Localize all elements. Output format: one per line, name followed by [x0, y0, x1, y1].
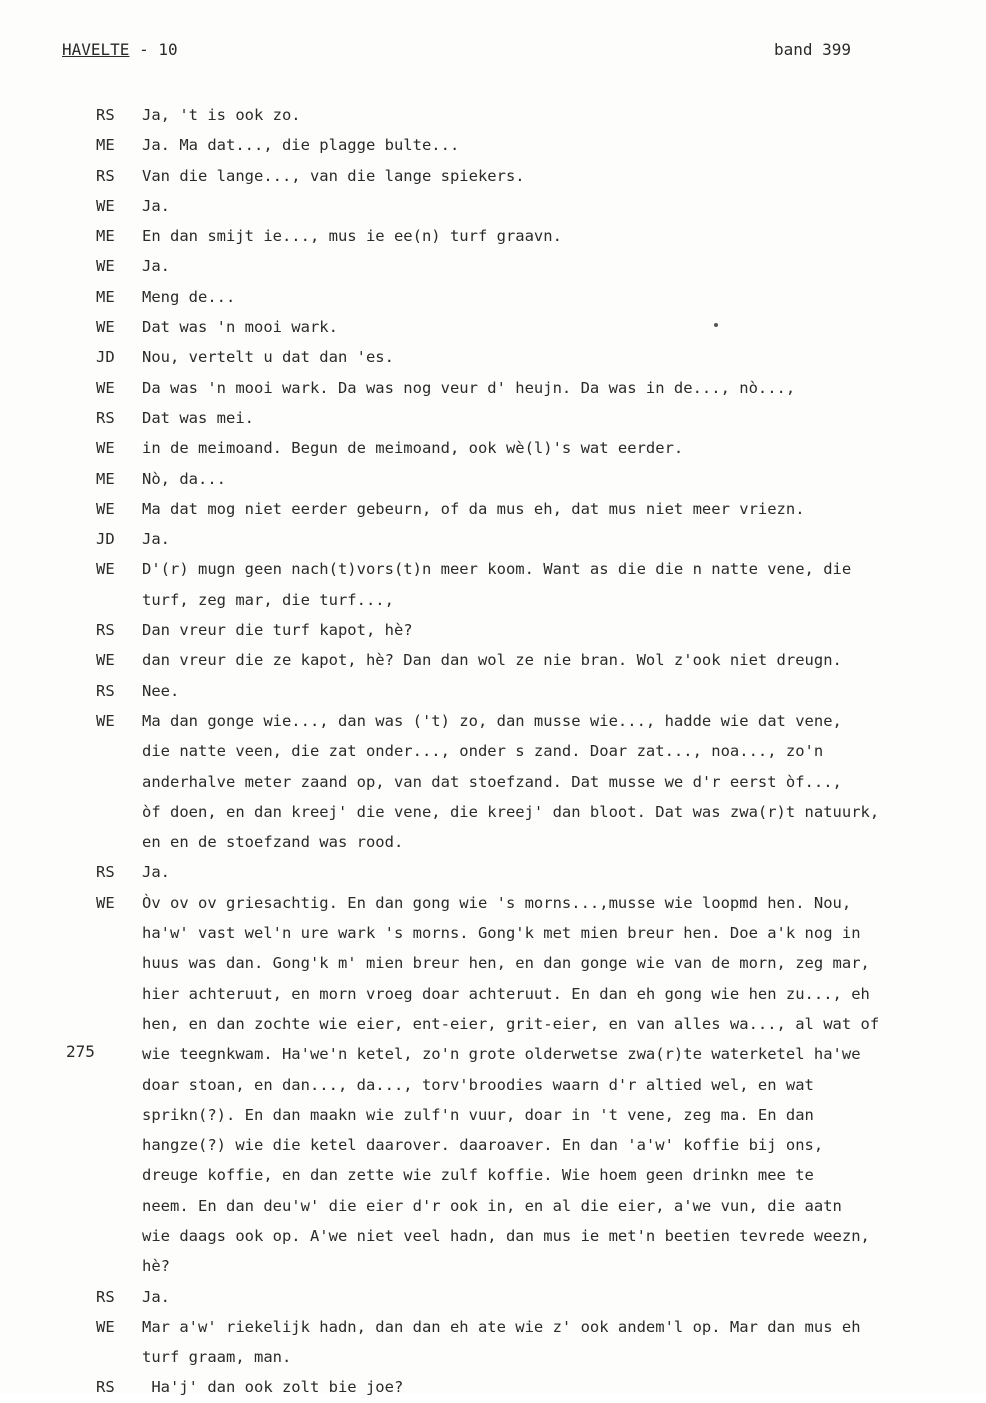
utterance-line: Ja.	[142, 196, 170, 215]
utterance-line: En dan smijt ie..., mus ie ee(n) turf graavn.	[142, 227, 562, 246]
utterance-line: Dat was mei.	[142, 408, 254, 427]
utterance-line: Ja.	[142, 257, 170, 276]
utterance-line: Van die lange..., van die lange spiekers.	[142, 166, 525, 185]
transcript-entry	[0, 645, 986, 675]
transcript-entry	[0, 433, 986, 463]
utterance-line: Mar a'w' riekelijk hadn, dan dan eh ate wie z' ook andem'l op. Mar dan mus eh	[142, 1317, 861, 1336]
utterance-line: Ja, 't is ook zo.	[142, 106, 301, 124]
utterance-line: Da was 'n mooi wark. Da was nog veur d' heujn. Da was in de..., nò...,	[142, 378, 796, 397]
utterance-text	[142, 403, 978, 433]
utterance-text	[142, 645, 978, 675]
utterance-line: Ja.	[142, 863, 170, 882]
speaker-code: WE	[96, 651, 115, 670]
utterance-line: turf, zeg mar, die turf...,	[142, 590, 394, 609]
place-name: HAVELTE	[62, 40, 130, 59]
transcript-entry	[0, 161, 986, 191]
utterance-line: Ma dat mog niet eerder gebeurn, of da mus eh, dat mus niet meer vriezn.	[142, 499, 805, 518]
utterance-line: turf graam, man.	[142, 1348, 292, 1367]
utterance-line: hier achteruut, en morn vroeg doar achteruut. En dan eh gong wie hen zu..., eh	[142, 984, 870, 1003]
speaker-code: WE	[96, 439, 115, 458]
utterance-line: die natte veen, die zat onder..., onder s zand. Doar zat..., noa..., zo'n	[142, 742, 824, 761]
utterance-line: huus was dan. Gong'k m' mien breur hen, en dan gonge wie van de morn, zeg mar,	[142, 954, 870, 973]
transcript-entry	[0, 857, 986, 887]
transcript-entry	[0, 100, 986, 130]
speaker-code: ME	[96, 136, 115, 155]
speaker-code: JD	[96, 348, 115, 367]
speaker-code: RS	[96, 681, 115, 700]
utterance-line: en en de stoefzand was rood.	[142, 833, 404, 852]
utterance-line: hen, en dan zochte wie eier, ent-eier, grit-eier, en van alles wa..., al wat of	[142, 1014, 880, 1033]
speaker-code: ME	[96, 227, 115, 246]
utterance-line: wie daags ook op. A'we niet veel hadn, dan mus ie met'n beetien tevrede weezn,	[142, 1226, 870, 1245]
utterance-text	[142, 282, 978, 312]
utterance-text	[142, 433, 978, 463]
speaker-code: WE	[96, 378, 115, 397]
transcript-entry	[0, 191, 986, 221]
utterance-text	[142, 706, 978, 857]
margin-line-number: 275	[66, 1042, 95, 1061]
utterance-line: òf doen, en dan kreej' die vene, die kreej' dan bloot. Dat was zwa(r)t natuurk,	[142, 802, 880, 821]
utterance-text	[142, 888, 978, 1282]
utterance-text	[142, 554, 978, 615]
utterance-line: Nò, da...	[142, 469, 226, 488]
utterance-line: Ja.	[142, 530, 170, 549]
speaker-code: ME	[96, 287, 115, 306]
utterance-text	[142, 1282, 978, 1312]
transcript-entry	[0, 130, 986, 160]
utterance-line: sprikn(?). En dan maakn wie zulf'n vuur, doar in 't vene, zeg ma. En dan	[142, 1105, 814, 1124]
transcript-entry	[0, 221, 986, 251]
utterance-text	[142, 524, 978, 554]
utterance-line: wie teegnkwam. Ha'we'n ketel, zo'n grote olderwetse zwa(r)te waterketel ha'we	[142, 1045, 861, 1064]
speaker-code: WE	[96, 560, 115, 579]
transcript-entry	[0, 494, 986, 524]
utterance-line: Dat was 'n mooi wark.	[142, 318, 338, 337]
utterance-line: Ja. Ma dat..., die plagge bulte...	[142, 136, 460, 155]
utterance-line: Òv ov ov griesachtig. En dan gong wie 's morns...,musse wie loopmd hen. Nou,	[142, 893, 852, 912]
transcript-entry	[0, 1282, 986, 1312]
speaker-code: ME	[96, 469, 115, 488]
utterance-text	[142, 676, 978, 706]
transcript-entry	[0, 615, 986, 645]
utterance-line: neem. En dan deu'w' die eier d'r ook in, en al die eier, a'we vun, die aatn	[142, 1196, 842, 1215]
utterance-text	[142, 161, 978, 191]
utterance-text	[142, 464, 978, 494]
utterance-text	[142, 1312, 978, 1373]
speaker-code: RS	[96, 621, 115, 640]
utterance-line: Nee.	[142, 681, 180, 700]
speaker-code: WE	[96, 1317, 115, 1336]
transcript-entry	[0, 282, 986, 312]
utterance-text	[142, 221, 978, 251]
speaker-code: WE	[96, 257, 115, 276]
transcript-entry	[0, 464, 986, 494]
page-header	[62, 40, 862, 64]
header-title	[62, 40, 178, 59]
transcript-entry	[0, 373, 986, 403]
utterance-line: Meng de...	[142, 287, 236, 306]
utterance-line: Nou, vertelt u dat dan 'es.	[142, 348, 394, 367]
utterance-line: dreuge koffie, en dan zette wie zulf koffie. Wie hoem geen drinkn mee te	[142, 1166, 814, 1185]
utterance-line: D'(r) mugn geen nach(t)vors(t)n meer koom. Want as die die n natte vene, die	[142, 560, 852, 579]
transcript-entry	[0, 888, 986, 1282]
speaker-code: JD	[96, 530, 115, 549]
speaker-code: RS	[96, 166, 115, 185]
utterance-line: dan vreur die ze kapot, hè? Dan dan wol ze nie bran. Wol z'ook niet dreugn.	[142, 651, 842, 670]
utterance-text	[142, 130, 978, 160]
transcript-entry	[0, 1372, 986, 1402]
speaker-code: RS	[96, 1378, 115, 1397]
transcript-entry	[0, 554, 986, 615]
utterance-line: Dan vreur die turf kapot, hè?	[142, 621, 413, 640]
transcript-entry	[0, 251, 986, 281]
transcript-entry	[0, 706, 986, 857]
speaker-code: WE	[96, 499, 115, 518]
utterance-text	[142, 312, 978, 342]
utterance-text	[142, 1372, 978, 1402]
utterance-text	[142, 857, 978, 887]
speaker-code: WE	[96, 318, 115, 337]
speaker-code: WE	[96, 893, 115, 912]
speaker-code: RS	[96, 1287, 115, 1306]
speaker-code: WE	[96, 196, 115, 215]
transcript	[0, 100, 986, 1403]
utterance-text	[142, 615, 978, 645]
utterance-text	[142, 342, 978, 372]
transcript-entry	[0, 524, 986, 554]
band-number: band 399	[774, 40, 852, 59]
utterance-text	[142, 191, 978, 221]
transcript-entry	[0, 403, 986, 433]
transcript-entry	[0, 342, 986, 372]
speaker-code: RS	[96, 863, 115, 882]
utterance-text	[142, 494, 978, 524]
speaker-code: RS	[96, 106, 115, 124]
utterance-line: doar stoan, en dan..., da..., torv'broodies waarn d'r altied wel, en wat	[142, 1075, 814, 1094]
utterance-line: ha'w' vast wel'n ure wark 's morns. Gong'k met mien breur hen. Doe a'k nog in	[142, 924, 861, 943]
transcript-entry	[0, 676, 986, 706]
utterance-line: Ha'j' dan ook zolt bie joe?	[142, 1378, 404, 1397]
utterance-line: Ma dan gonge wie..., dan was ('t) zo, dan musse wie..., hadde wie dat vene,	[142, 711, 842, 730]
speaker-code: WE	[96, 711, 115, 730]
utterance-text	[142, 373, 978, 403]
transcript-entry	[0, 312, 986, 342]
ink-dot	[714, 323, 718, 327]
utterance-text	[142, 251, 978, 281]
utterance-text	[142, 100, 978, 130]
utterance-line: in de meimoand. Begun de meimoand, ook wè(l)'s wat eerder.	[142, 439, 684, 458]
utterance-line: hè?	[142, 1257, 170, 1276]
speaker-code: RS	[96, 408, 115, 427]
utterance-line: hangze(?) wie die ketel daarover. daaroaver. En dan 'a'w' koffie bij ons,	[142, 1136, 824, 1155]
transcript-entry	[0, 1312, 986, 1373]
utterance-line: anderhalve meter zaand op, van dat stoefzand. Dat musse we d'r eerst òf...,	[142, 772, 842, 791]
page-number: - 10	[139, 40, 178, 59]
utterance-line: Ja.	[142, 1287, 170, 1306]
